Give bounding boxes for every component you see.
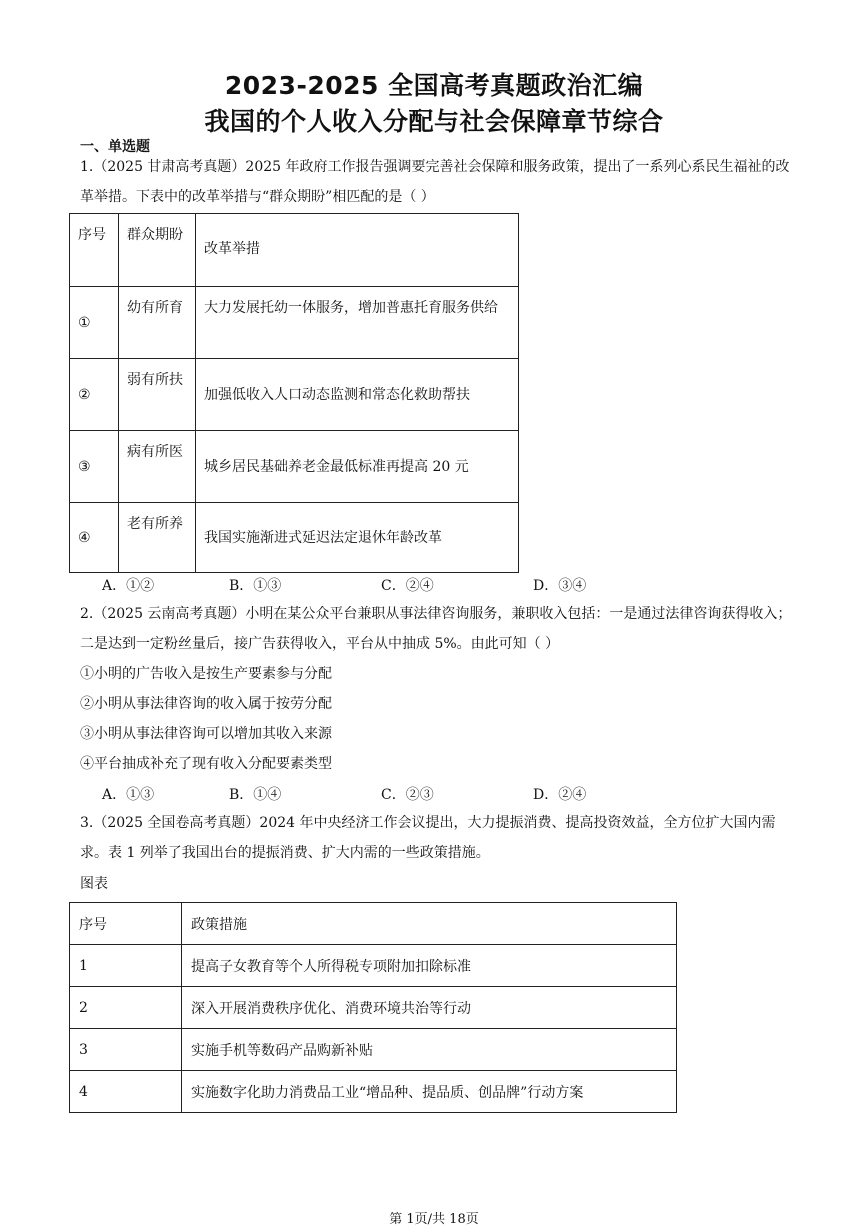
table-cell: 老有所养 (119, 503, 196, 573)
table-cell: 2 (70, 987, 182, 1029)
page-footer: 第 1页/共 18页 (389, 1212, 479, 1227)
table-cell: 加强低收入人口动态监测和常态化救助帮扶 (196, 359, 519, 431)
table-header-row (70, 214, 519, 287)
option-d[interactable]: D．③④ (533, 578, 587, 594)
table-cell: 幼有所育 (119, 287, 196, 359)
table-cell: 弱有所扶 (119, 359, 196, 431)
table-cell: 城乡居民基础养老金最低标准再提高 20 元 (196, 431, 519, 503)
question-2-item: ①小明的广告收入是按生产要素参与分配 (80, 666, 332, 682)
question-1-options (102, 575, 722, 595)
option-c[interactable]: C．②④ (381, 578, 434, 594)
table-row (70, 359, 519, 431)
question-2-item: ④平台抽成补充了现有收入分配要素类型 (80, 756, 332, 772)
table-cell: 我国实施渐进式延迟法定退休年龄改革 (196, 503, 519, 573)
table-cell: 序号 (70, 903, 182, 945)
option-a[interactable]: A．①③ (102, 787, 155, 803)
table-cell: 提高子女教育等个人所得税专项附加扣除标准 (182, 945, 677, 987)
option-d[interactable]: D．②④ (533, 787, 587, 803)
option-c[interactable]: C．②③ (381, 787, 434, 803)
doc-title: 2023-2025 全国高考真题政治汇编 (224, 71, 644, 100)
table-caption: 图表 (80, 876, 108, 892)
question-1-stem: 1.（2025 甘肃高考真题）2025 年政府工作报告强调要完善社会保障和服务政策，提出了一系列心系民生福祉的改革举措。下表中的改革举措与“群众期盼”相匹配的是（ ） (80, 159, 790, 205)
table-cell: 3 (70, 1029, 182, 1071)
table-row (70, 945, 677, 987)
table-cell: 4 (70, 1071, 182, 1113)
table-cell: ③ (70, 431, 119, 503)
table-header-row (70, 903, 677, 945)
table-row (70, 1071, 677, 1113)
table-cell: 实施数字化助力消费品工业“增品种、提品质、创品牌”行动方案 (182, 1071, 677, 1113)
table-cell: 深入开展消费秩序优化、消费环境共治等行动 (182, 987, 677, 1029)
question-2-stem: 2.（2025 云南高考真题）小明在某公众平台兼职从事法律咨询服务，兼职收入包括：一是通过法律咨询获得收入；二是达到一定粉丝量后，接广告获得收入，平台从中抽成 5%。由此可知（ ） (80, 606, 792, 652)
table-cell: 群众期盼 (119, 214, 196, 287)
table-cell: ① (70, 287, 119, 359)
table-cell: ② (70, 359, 119, 431)
table-cell: 序号 (70, 214, 119, 287)
option-b[interactable]: B．①④ (229, 787, 282, 803)
table-row (70, 503, 519, 573)
table-cell: ④ (70, 503, 119, 573)
question-2-item: ②小明从事法律咨询的收入属于按劳分配 (80, 696, 332, 712)
question-3-table (69, 902, 677, 1113)
option-a[interactable]: A．①② (102, 578, 155, 594)
question-2-item: ③小明从事法律咨询可以增加其收入来源 (80, 726, 332, 742)
doc-subtitle: 我国的个人收入分配与社会保障章节综合 (204, 107, 664, 136)
table-row (70, 431, 519, 503)
table-cell: 政策措施 (182, 903, 677, 945)
table-cell: 1 (70, 945, 182, 987)
question-2-options (102, 784, 722, 804)
question-1-table (69, 213, 519, 573)
table-row (70, 1029, 677, 1071)
table-cell: 病有所医 (119, 431, 196, 503)
table-cell: 大力发展托幼一体服务，增加普惠托育服务供给 (196, 287, 519, 359)
table-row (70, 287, 519, 359)
option-b[interactable]: B．①③ (229, 578, 282, 594)
section-heading: 一、单选题 (80, 139, 150, 155)
table-row (70, 987, 677, 1029)
table-cell: 改革举措 (196, 214, 519, 287)
question-3-stem: 3.（2025 全国卷高考真题）2024 年中央经济工作会议提出，大力提振消费、提高投资效益，全方位扩大国内需求。表 1 列举了我国出台的提振消费、扩大内需的一些政策措施。 (80, 815, 776, 861)
table-cell: 实施手机等数码产品购新补贴 (182, 1029, 677, 1071)
